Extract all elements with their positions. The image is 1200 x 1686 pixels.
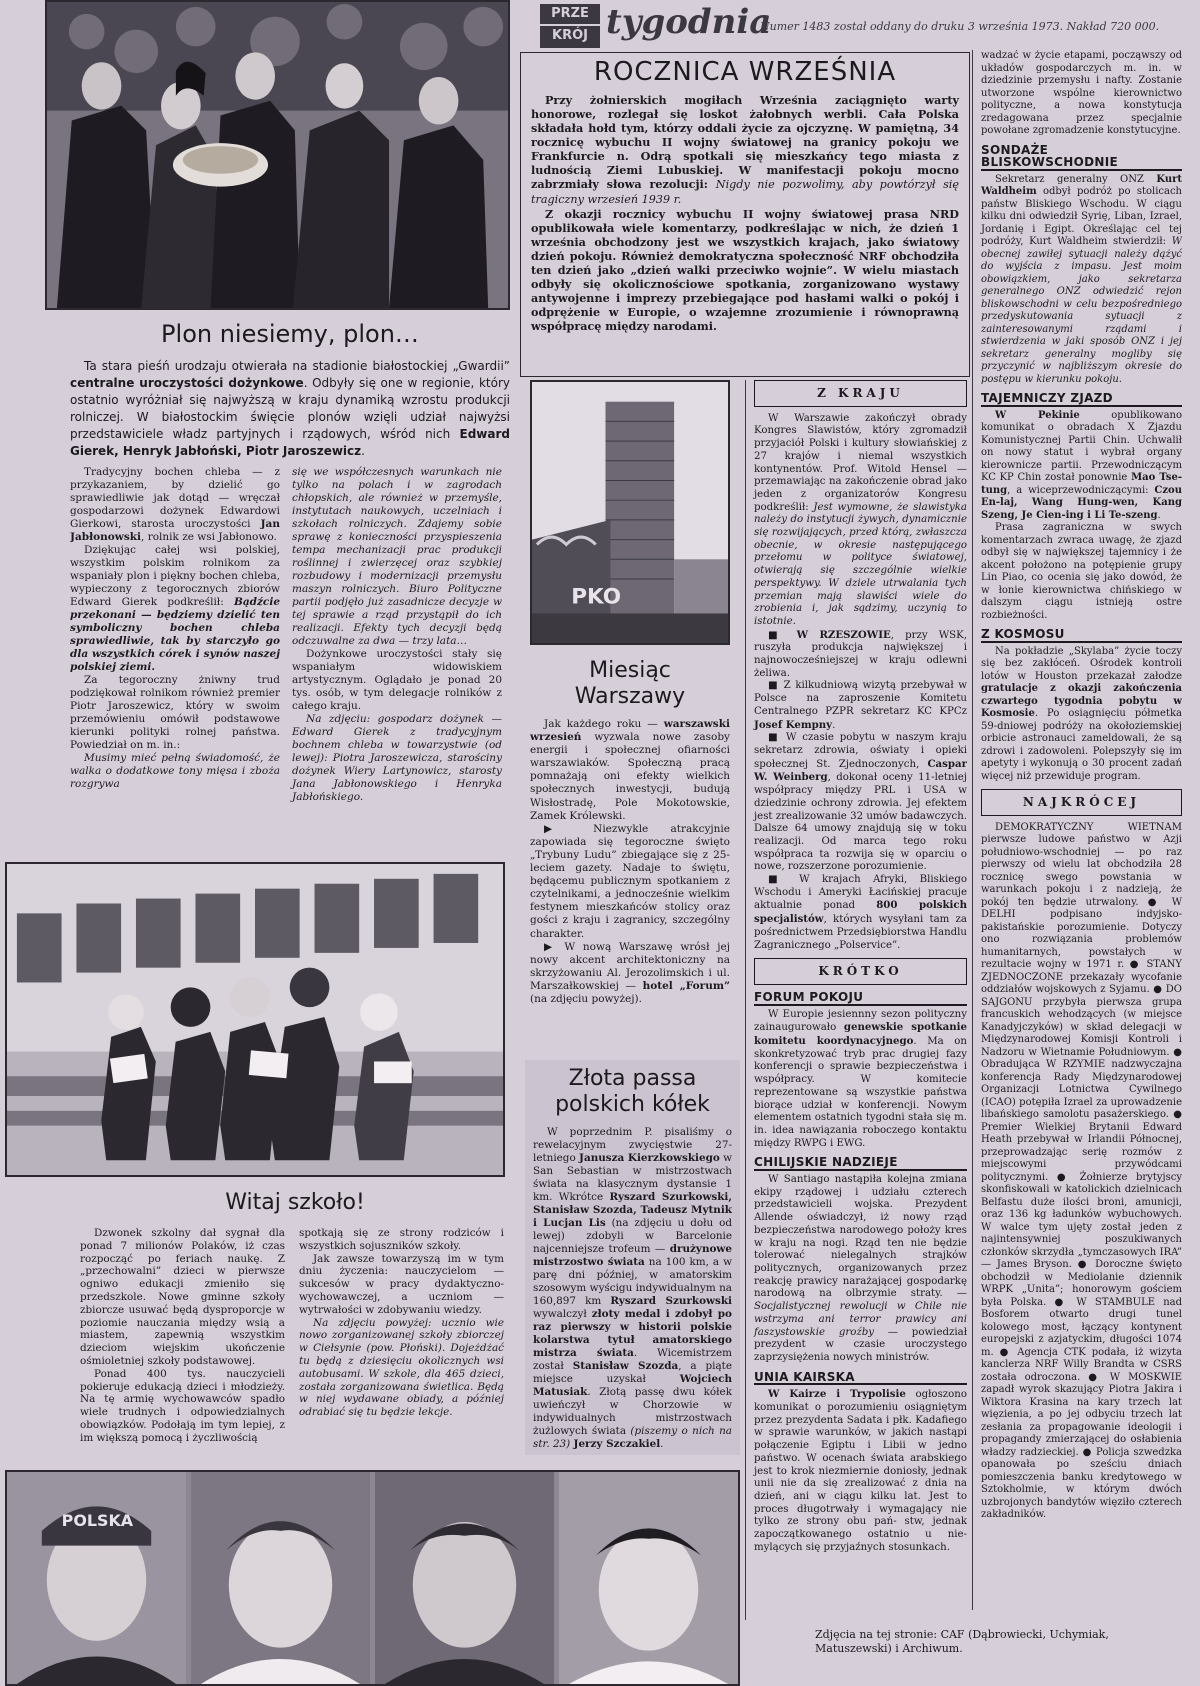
witaj-col1 (80, 1227, 285, 1445)
miesiac-body (530, 718, 730, 1006)
zjazd-a: W Pekinie (995, 409, 1080, 421)
plon-col1-p2: Dziękując całej wsi polskiej, wszystkim polskim rolnikom za wspaniały plon i piękny bochen chleba, wypieczony z tegorocznych zbiorów Edward Gierek podkreślił: (70, 544, 280, 608)
triangle-icon: ▶ (544, 822, 594, 835)
zkraju-p4-c: , dokonał oceny 11-letniej współpracy między PRL i USA w dziedzinie ochrony zdrowia. Jej efektem jest zrealizowanie 32 umów badawczych. Dalsze 64 umowy znajdują się w toku realizacji. Od marca tego roku współpraca ta rozwija się w oparciu o nowe, rozszerzone porozumienie. (754, 772, 967, 873)
miesiac-p1-c: wyzwala nowe zasoby energii i społecznej ofiarności warszawiaków. Społeczną pracą pomnażają oni efekty wielkich społecznych inwestycji, budują Wisłostradę, Pole Mokotowskie, Zamek Królewski. (530, 731, 730, 822)
unia-heading: UNIA KAIRSKA (754, 1371, 967, 1386)
plon-lead-b: centralne uroczystości dożynkowe (70, 376, 304, 390)
miesiac-title: Miesiąc Warszawy (574, 658, 686, 709)
zlota-e: wywalczył (533, 1308, 592, 1320)
plon-col1-a: Tradycyjny bochen chleba — z przykazaniem, by dzielić go sprawiedliwie jak dotąd — wręczał gospodarzowi dożynek Edwardowi Gierkowi, starosta uroczystości (70, 466, 280, 530)
plon-col1-quote: Bądźcie przekonani — będziemy dzielić ten symboliczny bochen chleba sprawiedliwie, tak by starczyło go dla wszystkich córek i synów naszej polskiej ziemi. (70, 596, 280, 673)
sondaze-heading: SONDAŻE BLISKOWSCHODNIE (981, 144, 1182, 171)
witaj-col2-p2: Jak zawsze towarzyszą im w tym dniu życzenia: nauczycielom — sukcesów w pracy dydaktyczno-wychowawczej, a uczniom — wytrwałości w zdobywaniu wiedzy. (299, 1252, 504, 1316)
zlota-b2: Ryszard Szurkowski (610, 1295, 732, 1307)
witaj-col1-p2: Ponad 400 tys. nauczycieli pokieruje edukacją dzieci i młodzieży. Na tę armię wychowawców spadło wiele trudnych i odpowiedzialnych obowiązków. Podołają im tym lepiej, z im większą pomocą i życzliwością (80, 1367, 285, 1444)
square-bullet-icon: ■ (768, 629, 797, 641)
forum-heading: FORUM POKOJU (754, 991, 967, 1006)
rocznica-quote: Nigdy nie pozwolimy, aby powtórzył się tragiczny wrzesień 1939 r. (531, 178, 960, 206)
forum-b: genewskie spotkanie komitetu koordynacyjnego (754, 1021, 967, 1048)
cyclist-portrait-1 (7, 1472, 186, 1684)
zjazd-p2: Prasa zagraniczna w swych komentarzach zwraca uwagę, że zjazd odbył się w największej tajemnicy i że akcent położono na potępienie grupy Lin Piao, co ocenia się jako dowód, że w łonie kierownictwa chińskiego w dalszym ciągu istnieją ostre rozbieżności. (981, 522, 1182, 621)
zlota-b: w San Sebastian w mistrzostwach świata na klasycznym dystansie 1 km. Wkrótce (533, 1152, 732, 1203)
plon-col1-name: Jan Jabłonowski (70, 518, 280, 543)
cyclist-portrait-4 (559, 1472, 738, 1684)
zjazd-heading: TAJEMNICZY ZJAZD (981, 392, 1182, 407)
miesiac-p3-a: W nową Warszawę wrósł jej nowy akcent architektoniczny na skrzyżowaniu Al. Jerozolimskich i ul. Marszałkowskiej — (530, 940, 730, 992)
plon-columns (70, 466, 510, 804)
zlota-h: . Złotą passę dwu kółek uwieńczył w Chorzowie w indywidualnych mistrzostwach żużlowych świata (533, 1386, 732, 1437)
sondaze-b: odbył podróż po stolicach państw Bliskiego Wschodu. W ciągu kilku dni odwiedził Syrię, Liban, Izrael, Jordanię i Egipt. Określając cel tej podróży, Kurt Waldheim stwierdził: (981, 186, 1182, 247)
forum-a: W Europie jesiennny sezon polityczny zainaugurowało (754, 1008, 967, 1034)
unia-a: W Kairze i Trypolisie (768, 1388, 906, 1401)
zjazd-name: Mao Tse-tung (981, 472, 1182, 496)
kosmos-b: gratulacje z okazji zakończenia czwartego tygodnia pobytu w Kosmosie (981, 683, 1182, 719)
square-bullet-icon: ■ (768, 680, 784, 692)
chile-heading: CHILIJSKIE NADZIEJE (754, 1156, 967, 1171)
plon-lead-names: Edward Gierek, Henryk Jabłoński, Piotr Jaroszewicz (70, 427, 510, 458)
zlota-article (525, 1060, 740, 1455)
witaj-col1-p1: Dzwonek szkolny dał sygnał dla ponad 7 milionów Polaków, iż czas rozpocząć po feriach naukę. Z „przechowalni” dzieci w pierwsze ogniwo edukacji zmieniło się przedszkole. Nowe gminne szkoły zbiorcze usuwać będą dysproporcje w poziomie nauczania między wsią a miastem, zapewnią wszystkim dzieciom wiejskim ukończenie ośmioletniej szkoły podstawowej. (80, 1227, 285, 1367)
miesiac-article (530, 650, 730, 1080)
zjazd-text (981, 410, 1182, 523)
zkraju-p2-b: , przy WSK, ruszyła produkcja największej i najnowocześniejszej w kraju odlewni żeliwa. (754, 629, 967, 679)
rocznica-body (531, 93, 959, 333)
plon-lead (70, 358, 510, 460)
zjazd-names: Czou En-laj, Wang Hung-wen, Kang Szeng, Je Cien-ing i Li Te-szeng (981, 484, 1182, 521)
witaj-title: Witaj szkoło! (225, 1190, 365, 1215)
najkrocej-heading: NAJKRÓCEJ (981, 789, 1182, 816)
rocznica-lead: Przy żołnierskich mogiłach Września zaciągnięto warty honorowe, rozlegał się loskot żałobnych werbli. Cała Polska składała hołd tym, którzy oddali życie za ojczyznę. W pamiętną, 34 rocznicę wybuchu II wojny światowej na granicy pokoju we Frankfurcie n. Odrą spotkali się mieszkańcy tego miasta z ludnością Ziemi Lubuskiej. W manifestacji pokoju mocno zabrzmiały słowa rezolucji: (531, 93, 959, 191)
cyclist-portrait-3 (375, 1472, 554, 1684)
plon-lead-c: . Odbyły się one w regionie, który ostatnio wyróżniał się najwyższą w kraju dynamiką wzrostu produkcji rolniczej. W białostockim święcie plonów wzięli udział najwyżsi przedstawiciele władz partyjnych i rządowych, wśród nich (70, 376, 510, 441)
plon-title: Plon niesiemy, plon… (161, 320, 419, 348)
masthead-logo-top: PRZE (551, 6, 589, 21)
miesiac-p1-a: Jak każdego roku — (544, 718, 664, 730)
zkraju-p2-a: W RZESZOWIE (796, 628, 891, 641)
zkraju-p1-quote: Jest wymowne, że slawistyka należy do instytucji żywych, dynamicznie się rozwijających, przed którą, zwłaszcza obecnie, w okresie następującego przełomu w polityce światowej, otwierają się szczególnie wielkie perspektywy. W dziele utrwalania tych przemian mają slawiści wiele do zrobienia i, jak sądzimy, uczynią to istotnie. (754, 501, 967, 627)
plon-lead-a: Ta stara pieśń urodzaju otwierała na stadionie białostockiej „Gwardii” (84, 359, 510, 373)
zlota-end: . (660, 1438, 664, 1450)
zlota-b1: drużynowe mistrzostwo świata (533, 1243, 732, 1268)
zkraju-p1-a: W Warszawie zakończył obrady Kongres Slawistów, który zgromadził przyjaciół Polski i kultury słowiańskiej z 27 krajów i niemal wszystkich kontynentów. Prof. Witold Hensel — przemawiając na zakończenie obrad jako jeden z organizatorów Kongresu podkreślił: (754, 412, 967, 513)
cyclists-photo-strip (5, 1470, 740, 1686)
witaj-caption-b: W szkole, dla 465 dzieci, została zorganizowana świetlica. Będą w niej wydawane obiady, a później odrabiać się tu będzie lekcje. (299, 1367, 504, 1419)
plon-col1-p3: Za tegoroczny żniwny trud podziękował rolnikom również premier Piotr Jaroszewicz, który w swoim przemówieniu omówił podstawowe kierunki polityki rolnej państwa. Powiedział on m. in.: (70, 674, 280, 751)
masthead-logo-bottom: KRÓJ (540, 24, 600, 46)
zlota-title: Złota passa polskich kółek (555, 1066, 710, 1117)
zkraju-p4-b: Caspar W. Weinberg (754, 757, 967, 784)
chile-b: — powiedział prezydent w czasie uroczystego zaprzysiężenia nowych ministrów. (754, 1326, 967, 1363)
masthead-logo-box (540, 4, 600, 48)
miesiac-p3-b: hotel „Forum” (642, 979, 730, 992)
sondaze-text (981, 174, 1182, 387)
pko-sign: PKO (571, 584, 622, 610)
witaj-article (80, 1180, 510, 1465)
miesiac-p3-c: (na zdjęciu powyżej). (530, 992, 642, 1005)
miesiac-p1-b: warszawski wrzesień (530, 718, 730, 744)
square-bullet-icon: ■ (768, 874, 800, 886)
harvest-festival-photo (45, 0, 510, 310)
zkraju-heading: Z KRAJU (754, 380, 967, 407)
unia-continued: wadzać w życie etapami, począwszy od układów gospodarczych m. in. w dziedzinie przemysłu i nafty. Zostanie utworzone wspólne kierownictwo polityczne, a nowa konstytucja zredagowana przez specjalnie powołane zgromadzenie konstytucyjne. (981, 50, 1182, 136)
zjazd-d: . (1157, 509, 1161, 521)
plon-article (70, 312, 510, 857)
plon-col2 (292, 466, 502, 804)
kosmos-a: Na pokładzie „Skylaba” życie toczy się bez zakłóceń. Ośrodek kontroli lotów w Houston przekazał załodze (981, 645, 1182, 682)
kosmos-c: . Po osiągnięciu półmetka 59-dniowej podróży na okołoziemskiej orbicie astronauci zameldowali, że są zdrowi i zadowoleni. Polepszyły się im apetyty i wykonują o 30 procent zadań więcej niż przewiduje program. (981, 708, 1182, 782)
zlota-g: , a piąte miejsce uzyskał (533, 1360, 732, 1385)
zlota-b3: złoty medal i zdobył po raz pierwszy w historii polskie kolarstwa tytuł amatorskiego mistrza świata (533, 1308, 732, 1359)
triangle-icon: ▶ (544, 940, 565, 953)
hotel-forum-photo (530, 380, 730, 645)
zlota-d: na 100 km, a w parę dni później, w amatorskim szosowym wyścigu indywidualnym na 160,897 km (533, 1256, 733, 1307)
sondaze-name: Kurt Waldheim (981, 173, 1182, 197)
najkrocej-text: DEMOKRATYCZNY WIETNAM pierwsze ludowe państwo w Azji południowo-wschodniej — po raz pierwszy od wielu lat obchodziła 28 rocznicę swego powstania w warunkach pokoju i z nadzieją, że pokój ten będzie utrwalony. ● W DELHI podpisano indyjsko-pakistańskie porozumienie. Dotyczy ono rozwiązania problemów humanitarnych, powstałych w rezultacie wojny w 1971 r. ● STANY ZJEDNOCZONE przekazały wycofanie oddziałów wojskowych z Syjamu. ● DO SAJGONU przybyła pierwsza grupa francuskich wehodzących (w miejsce Kanadyjczyków) w skład delegacji w Międzynarodowej Komisji Kontroli i Nadzoru w Wietnamie Południowym. ● Obradująca W RZYMIE nadzwyczajna konferencja Rady Międzynarodowej Organizacji Lotnictwa Cywilnego (ICAO) potępiła Izrael za uprowadzenie libańskiego samolotu pasażerskiego. ● Premier Wielkiej Brytanii Edward Heath przebywał w Irlandii Północnej, przeprowadzając serię rozmów z miejscowymi przywódcami politycznymi. ● Żołnierze brytyjscy skonfiskowali w katolickich dzielnicach Belfastu duże ilości broni, amunicji, oraz 136 kg ładunków wybuchowych. W walce tym ujęty został jeden z najintensywniej poszukiwanych członków skrzydła „tymczasowych IRA” — James Bryson. ● Doroczne święto obchodził w Mediolanie dziennik WRPK „Unita”; honorowym gościem była Polska. ● W STAMBULE nad Bosforem otwarto drugi tunel kolowego most, łączący kontynent europejski z azjatyckim, długości 1074 m. ● Agencja CTK podała, iż wizyta kanclerza NRF Willy Brandta w CSRS została odroczona. ● W MOSKWIE zapadł wyrok skazujący Piotra Jakira i Wiktora Krasina na kary trzech lat więzienia, a po jej odbyciu trzech lat zesłania za propagowanie ideologii i propagandy zmierzającej do osłabienia władzy radzieckiej. ● Policja szwedzka opanowała po sześciu dniach pomieszczenia banku kredytowego w Sztokholmie, w którym dwóch uzbrojonych bandytów więziło czterech zakładników. (981, 821, 1182, 1520)
zlota-italic: (piszemy o nich na str. 23) (533, 1425, 732, 1450)
right-column (972, 50, 1182, 1610)
zkraju-p3-c: . (832, 719, 836, 731)
plon-col2-quote: się we współczesnych warunkach nie tylko na polach i w zagrodach chłopskich, ale również w przemyśle, instytutach naukowych, uczelniach i szkołach rolniczych. Zdajemy sobie sprawę z konieczności przyspieszenia tempa mechanizacji prac produkcji roślinnej i zwierzęcej oraz szybkiej rozbudowy i modernizacji przemysłu maszyn rolniczych. Biuro Polityczne partii podjęło już zasadnicze decyzje w tej sprawie a rząd przystąpił do ich realizacji. Efekty tych decyzji będą odczuwalne za dwa — trzy lata… (292, 466, 502, 647)
krotko-heading: KRÓTKO (754, 958, 967, 985)
plon-col1-b: , rolnik ze wsi Jabłonowo. (141, 531, 277, 543)
zjazd-b: opublikowano komunikat o obradach X Zjazdu Komunistycznej Partii Chin. Uchwalił on nowy statut i wybrał organy kierownicze partii. Przewodniczącym KC KP Chin został ponownie (981, 409, 1182, 483)
zlota-body (533, 1126, 732, 1451)
square-bullet-icon: ■ (768, 732, 787, 744)
rocznica-title: ROCZNICA WRZEŚNIA (593, 57, 897, 87)
zjazd-c: , a wiceprzewodniczącymi: (1007, 484, 1155, 496)
kosmos-text (981, 646, 1182, 784)
zkraju-p5-b: 800 polskich specjalistów (754, 899, 967, 926)
chile-a: W Santiago nastąpiła kolejna zmiana ekipy rządowej i udziału czterech przedstawicieli wojska. Prezydent Allende oświadczył, iż nowy rząd bezpieczeństwa narodowego położy kres w kraju na nogi. Rząd ten nie będzie tolerować nielegalnych strajków politycznych, organizowanych przez reakcję prawicy narażającej gospodarkę narodową na olbrzymie straty. — (754, 1174, 967, 1300)
plon-col1-quote2: Musimy mieć pełną świadomość, że walka o dodatkowe tony mięsa i zboża rozgrywa (70, 752, 280, 790)
zlota-a: W poprzednim P. pisaliśmy o rewelacyjnym zwycięstwie 27-letniego (533, 1126, 732, 1164)
sondaze-quote: W obecnej zawiłej sytuacji należy dążyć do wyjścia z impasu. Jest moim obowiązkiem, jako sekretarza generalnego ONZ odwiedzić rejon bliskowschodni w celu bezpośredniego przedyskutowania sytuacji z zainteresowanymi rządami i stwierdzenia w jaki sposób ONZ i jej sekretarz generalny mogliby się przyczynić w najbliższym okresie do postępu w kierunku pokoju. (981, 236, 1182, 385)
plon-col2-p: Dożynkowe uroczystości stały się wspaniałym widowiskiem artystycznym. Oglądało je ponad 20 tys. osób, w tym delegacje rolników z całego kraju. (292, 648, 502, 712)
zkraju-p3-b: Josef Kempny (754, 718, 833, 731)
chile-quote: Socjalistycznej rewolucji w Chile nie wstrzyma ani terror prawicy ani faszystowskie groźby (754, 1301, 967, 1338)
middle-right-column (745, 380, 967, 1620)
plon-col1 (70, 466, 280, 804)
zlota-names2: Ryszard Szurkowski, Stanisław Szozda, Tadeusz Mytnik i Lucjan Lis (533, 1191, 732, 1229)
unia-b: ogłoszono komunikat o porozumieniu osiągniętym przez prezydenta Sadata i płk. Kadafiego w sprawie warunków, w jakich nastąpi połączenie Egiptu i Libii w jedno państwo. W ocenach świata arabskiego jest to krok niezmiernie doniosły, jednak unii nie da się zrealizować z dnia na dzień, ani w ciągu kilku lat. Jest to proces długotrwały i wymagający nie tylko ze strony obu pań- stw, jednak zapoczątkowanego ostatnio u nie- mylących się przyjaźnych stosunkach. (754, 1389, 967, 1553)
miesiac-p2: Niezwykle atrakcyjnie zapowiada się tegoroczne święto „Trybuny Ludu” zbiegające się z 25-leciem gazety. Nadaje to świętu, będącemu publicznym spotkaniem z czytelnikami, a jednocześnie wielkim festynem mieszkańców stolicy oraz gości z kraju i zagranicy, szczególny charakter. (530, 822, 730, 940)
zlota-f: . Wicemistrzem został (533, 1347, 732, 1372)
issue-note: Numer 1483 został oddany do druku 3 września 1973. Nakład 720 000. (760, 20, 1160, 33)
witaj-caption-a: Na zdjęciu powyżej: ucznio wie nowo zorganizowanej szkoły zbiorczej w Ciełsynie (pow. Płoński). Dojeżdżać tu będą z dziesięciu okolicznych wsi autobusami. (299, 1316, 504, 1380)
zlota-b6: Jerzy Szczakiel (573, 1438, 661, 1450)
witaj-col2-p1: spotkają się ze strony rodziców i wszystkich sojuszników szkoły. (299, 1227, 504, 1252)
zlota-b5: Wojciech Matusiak (533, 1373, 732, 1398)
plon-caption: Na zdjęciu: gospodarz dożynek — Edward Gierek z tradycyjnym bochnem chleba w towarzystwie (od lewej): Piotra Jaroszewicza, starościny dożynek Wiery Lartynowicz, starosty Jana Jabłonowskiego i Henryka Jabłońskiego. (292, 713, 502, 803)
masthead-script-title: tygodnia (606, 2, 772, 42)
zkraju-p5-c: , których wysyłani tam za pośrednictwem Przedsiębiorstwa Handlu Zagranicznego „Polservice”. (754, 914, 967, 951)
zlota-name1: Janusza Kierzkowskiego (579, 1152, 720, 1164)
zkraju-p3-a: Z kilkudniową wizytą przebywał w Polsce na zaproszenie Komitetu Centralnego PZPR sekretarz KC KPCz (754, 680, 967, 717)
forum-c: . Ma on skonkretyzować tryb prac drugiej fazy konferencji o sprawie bezpieczeństwa i współpracy. W komitecie reprezentowane są wszystkie państwa biorące udział w konferencji. Nowym elementem ostatnich tygodni stała się m. in. idea nawiązania roboczego kontaktu między RWPG i EWG. (754, 1036, 967, 1149)
sondaze-a: Sekretarz generalny ONZ (995, 173, 1157, 185)
kosmos-heading: Z KOSMOSU (981, 628, 1182, 643)
rocznica-article (520, 52, 970, 377)
zkraju-p5-a: W krajach Afryki, Bliskiego Wschodu i Ameryki Łacińskiej pracuje aktualnie ponad (754, 874, 967, 912)
plon-lead-end: . (361, 444, 365, 458)
cyclist-portrait-2 (191, 1472, 370, 1684)
rocznica-second: Z okazji rocznicy wybuchu II wojny światowej prasa NRD opublikowała wiele komentarzy, podkreślając w nich, że dzień 1 września obchodzony jest we wszystkich krajach, jako światowy dzień pokoju. Również demokratyczna społeczność NRF obchodziła ten dzień jako „dzień walki przeciwko wojnie”. W wielu miastach odbyły się okolicznościowe spotkania, zorganizowano wystawy antywojenne i imprezy przebiegające pod hasłami walki o pokój i odprężenie w Europie, o wzajemne zrozumienie i równoprawną współpracę między narodami. (531, 207, 959, 333)
witaj-columns (80, 1227, 510, 1445)
zkraju-p4-a: W czasie pobytu w naszym kraju sekretarz zdrowia, oświaty i opieki społecznej St. Zjednoczonych, (754, 732, 967, 770)
photo-credits: Zdjęcia na tej stronie: CAF (Dąbrowiecki, Uchymiak, Matuszewski) i Archiwum. (815, 1628, 1109, 1655)
polska-cap-text: POLSKA (61, 1511, 134, 1530)
schoolchildren-photo (5, 862, 505, 1177)
zlota-b4: Stanisław Szozda (572, 1360, 679, 1372)
masthead (540, 0, 1200, 50)
witaj-col2 (299, 1227, 504, 1445)
zlota-c: (na zdjęciu u dołu od lewej) zdobyli w Barcelonie najcenniejsze trofeum — (533, 1217, 732, 1255)
